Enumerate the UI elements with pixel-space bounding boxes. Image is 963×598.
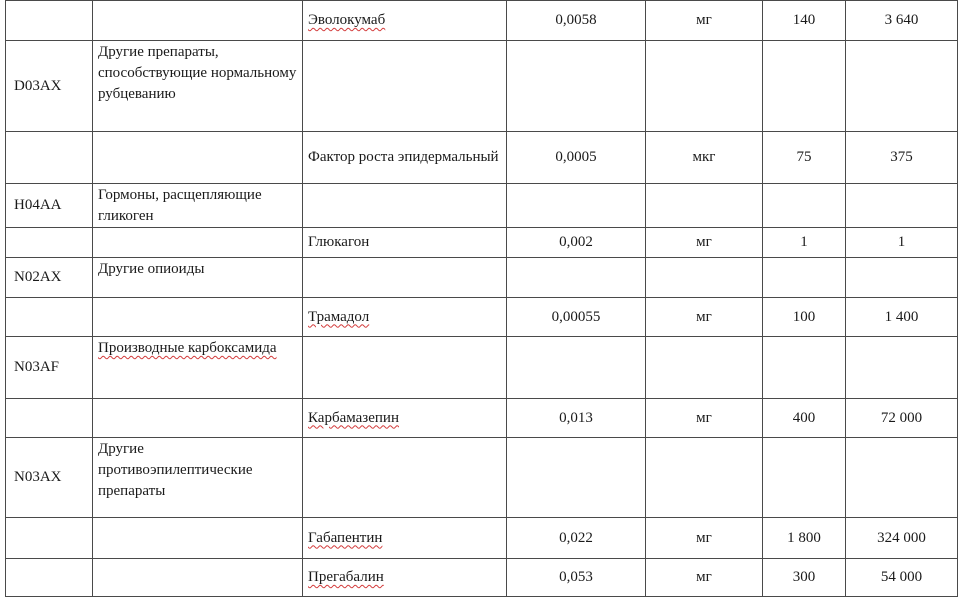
atc-code-cell: H04AA [6,184,93,228]
drug-name-text: Трамадол [308,308,370,325]
table-row [6,559,958,597]
drug-name-cell [303,399,507,438]
dose-cell: 0,053 [507,559,646,597]
unit-cell [646,337,763,399]
drug-name-cell [303,184,507,228]
days-cell: 75 [763,132,846,184]
group-name-cell: Другие противоэпилептические препараты [93,438,303,518]
days-cell [763,258,846,298]
drug-name-text: Габапентин [308,529,383,546]
table-row [6,41,958,132]
group-name-cell [93,132,303,184]
table-row [6,258,958,298]
unit-cell: мг [646,559,763,597]
table-row [6,228,958,258]
total-cell: 72 000 [846,399,958,438]
group-name-cell: Другие препараты, способствующие нормальному рубцеванию [93,41,303,132]
dose-cell [507,41,646,132]
drug-name-cell [303,337,507,399]
total-cell [846,337,958,399]
group-name-cell [93,559,303,597]
unit-cell [646,41,763,132]
drug-name-text: Эволокумаб [308,12,386,28]
dose-cell [507,184,646,228]
dose-cell: 0,002 [507,228,646,258]
table-row [6,298,958,337]
drug-name-cell [303,518,507,559]
dose-cell: 0,0058 [507,1,646,41]
drug-name-text: Прегабалин [308,569,384,585]
dose-cell: 0,013 [507,399,646,438]
group-name-cell [93,228,303,258]
unit-cell: мг [646,518,763,559]
table-row [6,1,958,41]
total-cell: 324 000 [846,518,958,559]
unit-cell [646,438,763,518]
days-cell [763,337,846,399]
atc-code-cell [6,132,93,184]
atc-code-cell: N03AX [6,438,93,518]
total-cell [846,438,958,518]
group-name-cell [93,298,303,337]
days-cell [763,438,846,518]
group-name-cell: Гормоны, расщепляющие гликоген [93,184,303,228]
group-name-cell [93,399,303,438]
table-row [6,438,958,518]
total-cell: 1 [846,228,958,258]
drug-table [5,0,958,597]
days-cell: 400 [763,399,846,438]
total-cell [846,41,958,132]
unit-cell [646,184,763,228]
days-cell: 300 [763,559,846,597]
atc-code-cell [6,399,93,438]
group-name-cell [93,337,303,399]
drug-name-cell [303,559,507,597]
drug-name-cell [303,258,507,298]
group-name-cell: Другие опиоиды [93,258,303,298]
atc-code-cell: N02AX [6,258,93,298]
table-row [6,132,958,184]
dose-cell: 0,022 [507,518,646,559]
unit-cell [646,258,763,298]
atc-code-cell [6,559,93,597]
table-row [6,184,958,228]
days-cell: 100 [763,298,846,337]
total-cell: 3 640 [846,1,958,41]
drug-name-text: Карбамазепин [308,409,399,426]
drug-name-cell [303,41,507,132]
total-cell: 54 000 [846,559,958,597]
days-cell: 1 800 [763,518,846,559]
atc-code-cell [6,518,93,559]
dose-cell: 0,0005 [507,132,646,184]
total-cell: 1 400 [846,298,958,337]
drug-name-cell [303,438,507,518]
dose-cell [507,258,646,298]
dose-cell [507,438,646,518]
group-name-cell [93,518,303,559]
days-cell [763,184,846,228]
atc-code-cell [6,298,93,337]
table-row [6,337,958,399]
total-cell [846,184,958,228]
table-row [6,518,958,559]
total-cell: 375 [846,132,958,184]
drug-name-cell: Глюкагон [303,228,507,258]
dose-cell: 0,00055 [507,298,646,337]
days-cell: 1 [763,228,846,258]
days-cell: 140 [763,1,846,41]
dose-cell [507,337,646,399]
atc-code-cell [6,228,93,258]
table-row [6,399,958,438]
drug-name-cell [303,1,507,41]
atc-code-cell [6,1,93,41]
group-name-text: Производные карбоксамида [98,340,277,356]
unit-cell: мг [646,399,763,438]
unit-cell: мг [646,1,763,41]
atc-code-cell: D03AX [6,41,93,132]
atc-code-cell: N03AF [6,337,93,399]
drug-name-cell: Фактор роста эпидермальный [303,132,507,184]
unit-cell: мг [646,228,763,258]
unit-cell: мг [646,298,763,337]
days-cell [763,41,846,132]
unit-cell: мкг [646,132,763,184]
total-cell [846,258,958,298]
group-name-cell [93,1,303,41]
drug-name-cell [303,298,507,337]
